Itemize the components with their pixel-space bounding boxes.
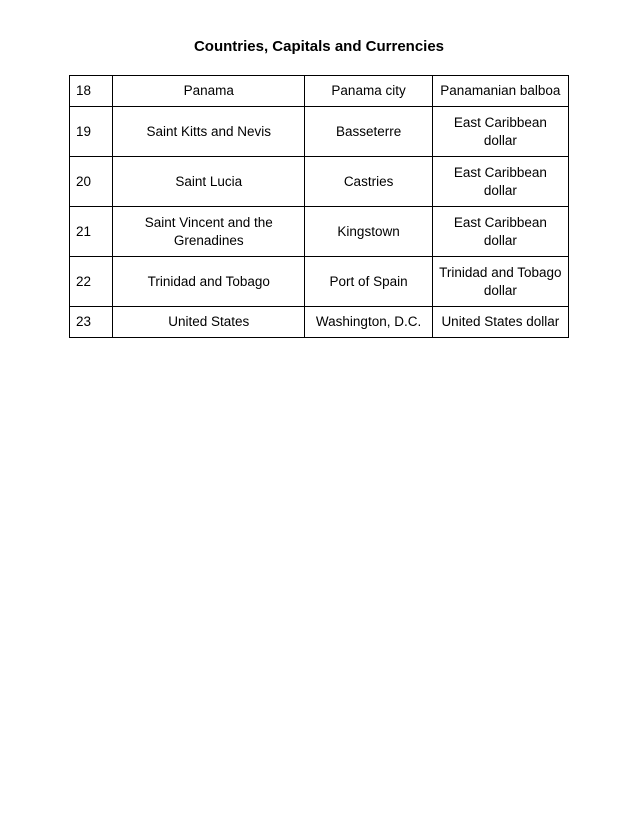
capital-cell: Basseterre [305,107,432,157]
capital-cell: Kingstown [305,207,432,257]
country-cell: Panama [113,76,305,107]
table-row [70,76,569,107]
country-cell: Saint Kitts and Nevis [113,107,305,157]
country-cell: United States [113,307,305,338]
capital-cell: Washington, D.C. [305,307,432,338]
table-row [70,207,569,257]
country-cell: Saint Lucia [113,157,305,207]
country-cell: Trinidad and Tobago [113,257,305,307]
table-row [70,157,569,207]
row-number: 18 [70,76,113,107]
row-number: 20 [70,157,113,207]
table-row [70,257,569,307]
currency-cell: Trinidad and Tobago dollar [432,257,568,307]
currency-cell: East Caribbean dollar [432,157,568,207]
countries-table [69,75,569,338]
currency-cell: East Caribbean dollar [432,207,568,257]
page-title: Countries, Capitals and Currencies [193,38,445,55]
currency-cell: United States dollar [432,307,568,338]
capital-cell: Castries [305,157,432,207]
row-number: 22 [70,257,113,307]
country-cell: Saint Vincent and the Grenadines [113,207,305,257]
row-number: 23 [70,307,113,338]
row-number: 19 [70,107,113,157]
table-row [70,307,569,338]
currency-cell: East Caribbean dollar [432,107,568,157]
capital-cell: Port of Spain [305,257,432,307]
currency-cell: Panamanian balboa [432,76,568,107]
capital-cell: Panama city [305,76,432,107]
row-number: 21 [70,207,113,257]
table-row [70,107,569,157]
